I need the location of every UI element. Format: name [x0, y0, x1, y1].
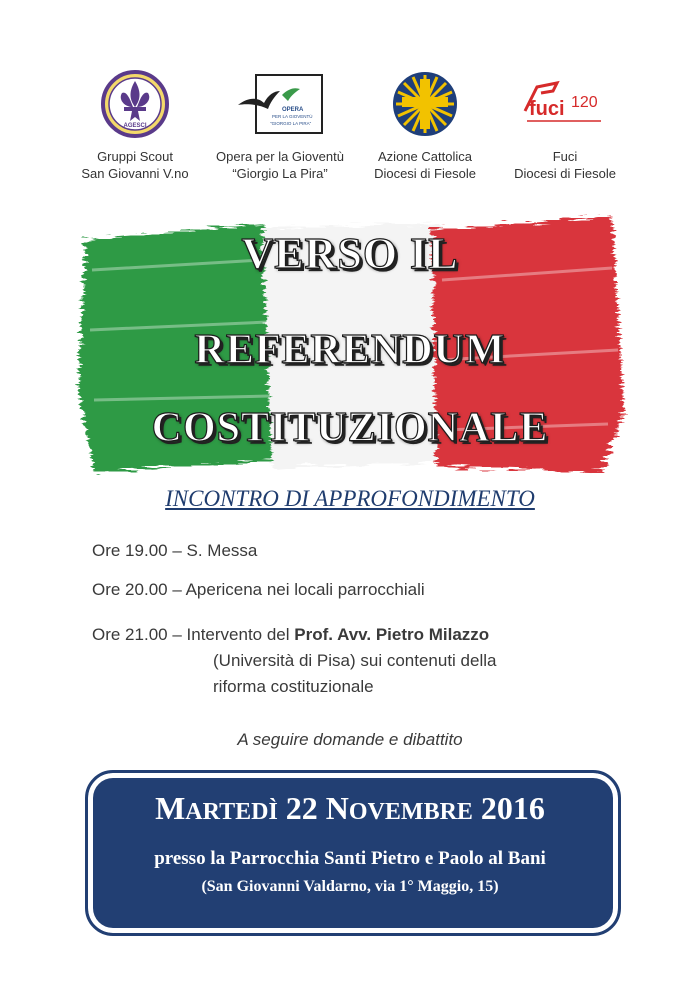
logo-azione-cattolica [350, 66, 500, 182]
svg-text:120: 120 [571, 94, 598, 111]
program-text-line3: riforma costituzionale [213, 677, 374, 696]
logo-caption-line1: Opera per la Gioventù [216, 149, 344, 164]
svg-text:PER LA GIOVENTÙ: PER LA GIOVENTÙ [272, 114, 313, 119]
logo-caption-line1: Fuci [552, 149, 578, 164]
event-place: presso la Parrocchia Santi Pietro e Paolo al Bani [154, 848, 546, 869]
date-text: ARTEDÌ [185, 799, 278, 825]
program-item [92, 622, 496, 700]
program-text-line2: (Università di Pisa) sui contenuti della [213, 651, 497, 670]
sponsor-logos [60, 66, 660, 196]
logo-caption-line1: Azione Cattolica [378, 149, 472, 164]
logo-caption-line2: San Giovanni V.no [81, 166, 189, 181]
followup-note: A seguire domande e dibattito [237, 730, 463, 749]
fuci-logo-icon [517, 71, 613, 137]
logo-caption-line2: Diocesi di Fiesole [514, 166, 616, 181]
logo-caption-line1: Gruppi Scout [97, 149, 173, 164]
logo-fuci [490, 66, 640, 182]
logo-caption-line2: “Giorgio La Pira” [232, 166, 328, 181]
logo-caption-line2: Diocesi di Fiesole [374, 166, 476, 181]
program-text: S. Messa [186, 541, 258, 560]
speaker-name: Prof. Avv. Pietro Milazzo [294, 625, 490, 644]
svg-text:OPERA: OPERA [282, 107, 304, 113]
birds-icon [234, 71, 326, 137]
svg-text:AGESCI: AGESCI [123, 123, 147, 129]
cross-sun-icon [392, 71, 458, 137]
title-line-2: REFERENDUM [194, 327, 506, 373]
date-text: M [155, 790, 186, 826]
date-text: OVEMBRE [348, 799, 473, 825]
svg-text:fuci: fuci [529, 98, 565, 120]
program-time: Ore 19.00 – [92, 541, 187, 560]
program-item [92, 538, 257, 564]
program-time: Ore 20.00 – [92, 580, 186, 599]
date-text: 2016 [472, 790, 545, 826]
fleur-de-lis-icon [100, 69, 170, 139]
program-item [92, 577, 425, 603]
event-address: (San Giovanni Valdarno, via 1° Maggio, 15) [201, 878, 499, 895]
event-subtitle: INCONTRO DI APPROFONDIMENTO [165, 486, 535, 511]
program-text: Apericena nei locali parrocchiali [185, 580, 425, 599]
date-text: N [325, 790, 349, 826]
logo-scout [60, 66, 210, 182]
date-text: 22 [277, 790, 326, 826]
program-time: Ore 21.00 – [92, 625, 187, 644]
event-date [0, 790, 700, 827]
title-line-1: VERSO IL [241, 229, 459, 278]
logo-opera [205, 66, 355, 182]
svg-text:"GIORGIO LA PIRA": "GIORGIO LA PIRA" [270, 121, 312, 126]
title-line-3: COSTITUZIONALE [151, 405, 549, 451]
program-text: Intervento del [186, 625, 295, 644]
